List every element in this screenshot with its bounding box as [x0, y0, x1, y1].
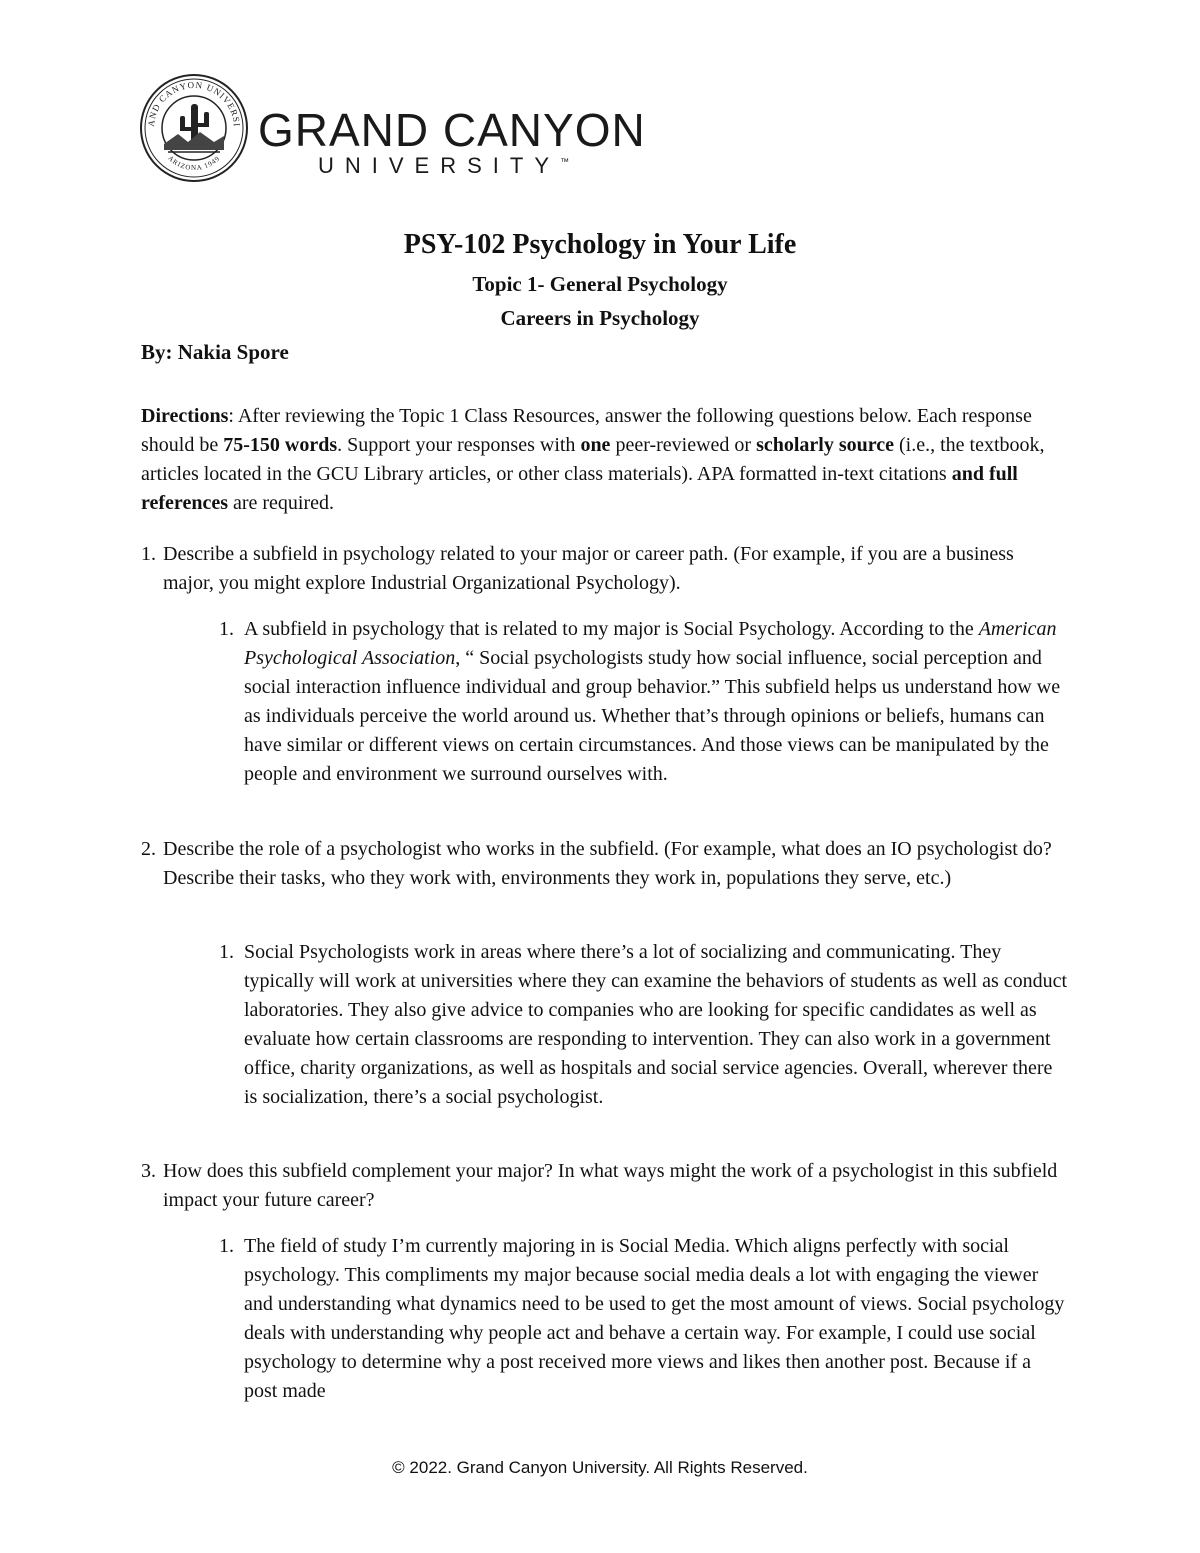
- answer-text: Social Psychologists work in areas where there’s a lot of socializing and communicating. They typically will work at universities where they can examine the behaviors of students as well as conduct laboratories. They also give advice to companies who are looking for specific candidates as well as evaluate how certain classrooms are responding to intervention. They can also work in a government office, charity organizations, as well as hospitals and social service agencies. Overall, wherever there is socialization, there’s a social psychologist.: [244, 941, 1068, 1108]
- seal-top-text: AND CANYON UNIVERSI: [145, 79, 243, 128]
- logo-wordmark-subtitle: UNIVERSITY™: [318, 153, 570, 178]
- university-seal-logo: [138, 72, 250, 189]
- question-text: Describe a subfield in psychology related to your major or career path. (For example, if you are a business major, you might explore Industrial Organizational Psychology).: [163, 543, 1014, 594]
- answer-text: A subfield in psychology that is related to my major is Social Psychology. According to the American Psychological Association, “ Social psychologists study how social influence, social perception and social interaction influence individual and group behavior.” This subfield helps us understand how we as individuals perceive the world around us. Whether that’s through opinions or beliefs, humans can have similar or different views on certain circumstances. And those views can be manipulated by the people and environment we surround ourselves with.: [244, 618, 1061, 785]
- logo-wordmark-title: GRAND CANYON: [258, 104, 646, 156]
- seal-bottom-text: ARIZONA 1949: [166, 154, 222, 172]
- author-line: By: Nakia Spore: [141, 340, 289, 364]
- answer-text: The field of study I’m currently majoring in is Social Media. Which aligns perfectly with social psychology. This compliments my major because social media deals a lot with engaging the viewer and understanding what dynamics need to be used to get the most amount of views. Social psychology deals with understanding why people act and behave a certain way. For example, I could use social psychology to determine why a post received more views and likes then another post. Because if a post made: [244, 1235, 1065, 1402]
- svg-text:ARIZONA 1949: [166, 154, 221, 172]
- answer-3: [219, 1232, 1069, 1406]
- question-number: 1.: [141, 543, 156, 565]
- answer-1: [219, 615, 1069, 789]
- question-2: [141, 835, 1061, 893]
- directions-paragraph: Directions: After reviewing the Topic 1 Class Resources, answer the following questions below. Each response should be 75-150 words. Support your responses with one peer-reviewed or scholarly source (i.e., the textbook, articles located in the GCU Library articles, or other class materials). APA formatted in-text citations and full references are required.: [141, 405, 1045, 514]
- question-3: [141, 1157, 1061, 1215]
- answer-2: [219, 938, 1069, 1112]
- question-1: [141, 540, 1061, 598]
- assignment-title: Careers in Psychology: [500, 306, 700, 330]
- answer-number: 1.: [219, 618, 234, 640]
- answer-number: 1.: [219, 941, 234, 963]
- question-text: Describe the role of a psychologist who works in the subfield. (For example, what does an IO psychologist do? Describe their tasks, who they work with, environments they work in, populations they serve, etc.): [163, 838, 1052, 889]
- trademark-symbol: ™: [560, 156, 570, 167]
- question-text: How does this subfield complement your major? In what ways might the work of a psychologist in this subfield impact your future career?: [163, 1160, 1058, 1211]
- topic-title: Topic 1- General Psychology: [472, 272, 728, 296]
- course-title: PSY-102 Psychology in Your Life: [403, 229, 797, 260]
- question-number: 2.: [141, 838, 156, 860]
- copyright-footer: © 2022. Grand Canyon University. All Rights Reserved.: [392, 1458, 808, 1477]
- answer-number: 1.: [219, 1235, 234, 1257]
- question-number: 3.: [141, 1160, 156, 1182]
